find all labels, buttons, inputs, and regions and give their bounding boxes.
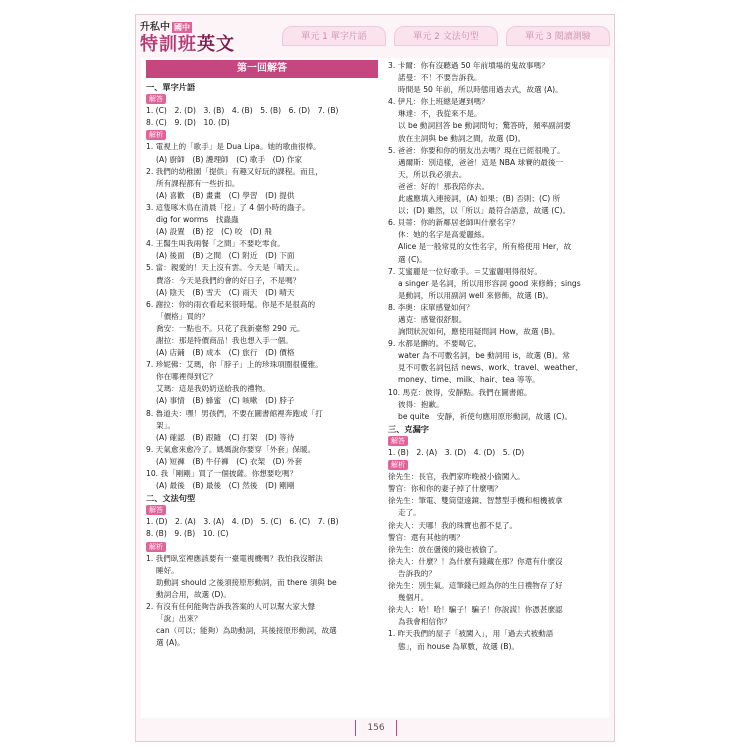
text-line: 1. 電視上的「歌手」是 Dua Lipa。她的歌曲很棒。 [146, 142, 321, 152]
text-line: 9. 天氣愈來愈冷了。媽媽說你要穿「外套」保暖。 [146, 444, 316, 454]
text-line: 選 (A)。 [156, 638, 185, 648]
text-line: 爸爸：好的！那我陪你去。 [398, 181, 490, 191]
text-line: 邁爾斯：別這樣，爸爸！這是 NBA 球賽的最後一 [398, 157, 564, 167]
text-line: 天，所以我必須去。 [398, 169, 467, 179]
label-badge: 解析 [146, 542, 166, 552]
text-line: 1. 昨天我們的屋子「被闖入」，用「過去式被動語 [388, 629, 554, 639]
text-line: 6. 謝拉：你的雨衣看起來很時髦。你是不是很高的 [146, 299, 316, 309]
section-banner: 第一回解答 [146, 60, 378, 78]
text-line: 徐夫人：什麼？！為什麼有錢藏在那？你還有什麼沒 [388, 556, 563, 566]
text-line: (A) 後面 (B) 之間 (C) 附近 (D) 下面 [156, 251, 295, 261]
text-line: (A) 喜歡 (B) 畫畫 (C) 學習 (D) 提供 [156, 190, 295, 200]
text-line: (A) 短褲 (B) 牛仔褲 (C) 衣架 (D) 外套 [156, 456, 303, 466]
text-line: 10. 馬克：彼得，安靜點。我們在圖書館。 [388, 387, 532, 397]
text-line: (A) 事情 (B) 蜂蜜 (C) 咳嗽 (D) 脖子 [156, 396, 295, 406]
text-line: 6. 貝蒂：你的新鄰居老師叫什麼名字？ [388, 218, 520, 228]
text-line: 2. 我們的幼稚園「提供」有趣又好玩的課程。而且， [146, 166, 323, 176]
text-line: can（可以；能夠）為助動詞，其後接原形動詞，故選 [156, 626, 337, 636]
text-line: (A) 確認 (B) 跟隨 (C) 打架 (D) 等待 [156, 432, 295, 442]
label-badge: 解答 [146, 505, 166, 515]
text-line: 徐夫人：天哪！我的珠寶也都不見了。 [388, 520, 518, 530]
text-line: 休：她的名字是高愛麗絲。 [398, 230, 490, 240]
text-line: 謝拉：那是特價商品！我也想入手一個。 [156, 335, 293, 345]
brand-subject: 英文 [197, 34, 235, 55]
text-line: 為我會相信你？ [398, 617, 452, 627]
label-badge: 解答 [146, 94, 166, 104]
text-line: 以 be 動詞回答 be 動詞問句；驚答時，頻率副詞要 [398, 121, 571, 131]
text-line: 徐先生：筆電、雙筒望遠鏡、智慧型手機和相機被拿 [388, 496, 563, 506]
tab-unit-1[interactable]: 單元 1 單字片語 [282, 26, 386, 46]
text-line: money、time、milk、hair、tea 等等。 [398, 375, 540, 385]
text-line: be quite 安靜，祈使句應用原形動詞，故選 (C)。 [398, 411, 573, 421]
text-line: 「說」出來？ [156, 614, 202, 624]
text-line: 4. 伊凡：你上班總是遲到嗎？ [388, 97, 489, 107]
left-column [146, 60, 378, 649]
label-badge-row [146, 541, 378, 553]
page-number: 156 [355, 720, 397, 736]
text-line: 「價格」買的？ [156, 311, 210, 321]
text-line: 3. 這隻啄木鳥在清晨「挖」了 4 個小時的蟲子。 [146, 202, 310, 212]
text-line: 喬安：一點也不。只花了我新臺幣 290 元。 [156, 323, 305, 333]
brand-subtitle: 升私中 國中 [140, 22, 190, 33]
text-line: 8. (B) 9. (B) 10. (C) [146, 529, 229, 539]
text-line: 彼得：抱歉。 [398, 399, 444, 409]
text-line: 8. 李奧：床單感覺如何？ [388, 302, 474, 312]
text-line: (A) 店鋪 (B) 成本 (C) 旅行 (D) 價格 [156, 348, 295, 358]
text-line: 選 (C)。 [398, 254, 427, 264]
label-badge-row [146, 93, 378, 105]
right-column [388, 60, 604, 653]
label-badge: 解答 [388, 436, 408, 446]
brand-tag: 國中 [174, 23, 190, 32]
text-line: 4. 王醫生叫我兩餐「之間」不要吃零食。 [146, 239, 285, 249]
text-line: 8. 魯道夫：嘿！男孩們，不要在圖書館裡奔跑或「打 [146, 408, 323, 418]
text-line: 7. 艾蜜麗是一位好歌手。＝艾蜜麗唱得很好。 [388, 266, 542, 276]
text-line: 時間是 50 年前，所以時態用過去式，故選 (A)。 [398, 85, 563, 95]
text-line: 1. (B) 2. (A) 3. (D) 4. (D) 5. (D) [388, 448, 525, 457]
text-line: 艾瑪：這是我奶奶送給我的禮物。 [156, 384, 270, 394]
label-badge-row [146, 504, 378, 516]
text-line: 警官：還有其他的嗎？ [388, 532, 464, 542]
text-line: 詢問狀況如何，應使用疑問詞 How，故選 (B)。 [398, 327, 560, 337]
brand-logo [140, 18, 280, 54]
text-line: 邁克：感覺很舒服。 [398, 314, 467, 324]
text-line: 所有課程都有一些折扣。 [156, 178, 240, 188]
text-line: 幾個月。 [398, 593, 429, 603]
text-line: 琳達：不，我從來不是。 [398, 109, 482, 119]
text-line: 費洛：今天是我們約會的好日子，不是嗎？ [156, 275, 301, 285]
text-line: 1. 我們臥室裡應該要有一臺電視機嗎？我怕我沒辦法 [146, 553, 323, 563]
text-line: 此處應填入連接詞，(A) 如果；(B) 否則；(C) 所 [398, 194, 561, 204]
text-line: 動詞合用，故選 (D)。 [156, 589, 231, 599]
text-line: dig for worms 找蟲蟲 [156, 215, 239, 225]
text-line: (A) 廚師 (B) 護理師 (C) 歌手 (D) 作家 [156, 154, 303, 164]
label-badge-row [146, 129, 378, 141]
section-heading: 一、單字片語 [146, 82, 196, 92]
text-line: 是動詞，所以用副詞 well 來修飾，故選 (B)。 [398, 290, 553, 300]
text-line: 9. 水都是髒的。不要喝它。 [388, 339, 482, 349]
text-line: 警官：你和你的妻子掉了什麼嗎？ [388, 484, 502, 494]
unit-tabs [282, 26, 612, 48]
text-line: 助動詞 should 之後須接原形動詞，而 there 須與 be [156, 577, 337, 587]
text-line: Alice 是一般常見的女性名字，所有格使用 Her，故 [398, 242, 572, 252]
text-line: 1. (D) 2. (A) 3. (A) 4. (D) 5. (C) 6. (C) 7. (B) [146, 517, 339, 527]
text-line: 態」，而 house 為單數，故選 (B)。 [398, 641, 520, 651]
text-line: 3. 卡爾：你有沒聽過 50 年前墳場的鬼故事嗎？ [388, 61, 549, 70]
text-line: 諾曼：不！不要告訴我。 [398, 73, 482, 83]
label-badge: 解析 [388, 460, 408, 470]
text-line: (A) 設置 (B) 挖 (C) 咬 (D) 飛 [156, 227, 272, 237]
section-heading: 三、克漏字 [388, 423, 429, 434]
label-badge-row [388, 459, 604, 471]
label-badge-row [388, 435, 604, 447]
text-line: 徐先生：放在盪後的錢也被偷了。 [388, 544, 502, 554]
text-line: 徐先生：長官，我們家昨晚被小偷闖入。 [388, 472, 525, 482]
text-line: (A) 陰天 (B) 雪天 (C) 雨天 (D) 晴天 [156, 287, 295, 297]
text-line: 10. 我「剛剛」買了一個披薩。你想要吃嗎？ [146, 469, 298, 478]
tab-unit-2[interactable]: 單元 2 文法句型 [394, 26, 498, 46]
text-line: 告訴我的？ [398, 568, 436, 578]
label-badge: 解析 [146, 130, 166, 140]
text-line: 以；(D) 雖然，以「所以」最符合語意，故選 (C)。 [398, 206, 571, 216]
tab-unit-3[interactable]: 單元 3 閱讀測驗 [506, 26, 610, 46]
text-line: 你在哪裡得到它？ [156, 372, 217, 382]
text-line: 2. 有沒有任何能夠告訴我答案的人可以幫大家大聲 [146, 602, 316, 612]
brand-title: 特訓班英文 [140, 34, 235, 55]
text-line: 徐先生：別生氣。這筆錢已經為你的生日禮物存了好 [388, 581, 563, 591]
text-line: 5. 爸爸：你要和你的朋友出去嗎？現在已經很晚了。 [388, 145, 565, 155]
text-line: 放在主詞與 be 動詞之間，故選 (D)。 [398, 133, 526, 143]
text-line: 徐夫人：哈！哈！騙子！騙子！你說謊！你憑甚麼認 [388, 605, 563, 615]
text-line: (A) 最後 (B) 最後 (C) 然後 (D) 剛剛 [156, 481, 295, 491]
text-line: 見不可數名詞包括 news、work、travel、weather、 [398, 363, 583, 373]
section-heading: 二、文法句型 [146, 493, 196, 504]
text-line: water 為不可數名詞，be 動詞用 is，故選 (B)。常 [398, 351, 570, 361]
text-line: 睡好。 [156, 565, 179, 575]
text-line: 7. 珍妮佛：艾瑪，你「脖子」上的珍珠項圈很優雅。 [146, 360, 323, 370]
text-line: a singer 是名詞，所以用形容詞 good 來修飾；sings [398, 278, 581, 288]
text-line: 架」。 [156, 420, 175, 430]
text-line: 1. (C) 2. (D) 3. (B) 4. (B) 5. (B) 6. (D) 7. (B) [146, 106, 339, 116]
text-line: 5. 當：親愛的！天上沒有雲。今天是「晴天」。 [146, 263, 304, 273]
text-line: 8. (C) 9. (D) 10. (D) [146, 118, 230, 128]
text-line: 走了。 [398, 508, 421, 518]
